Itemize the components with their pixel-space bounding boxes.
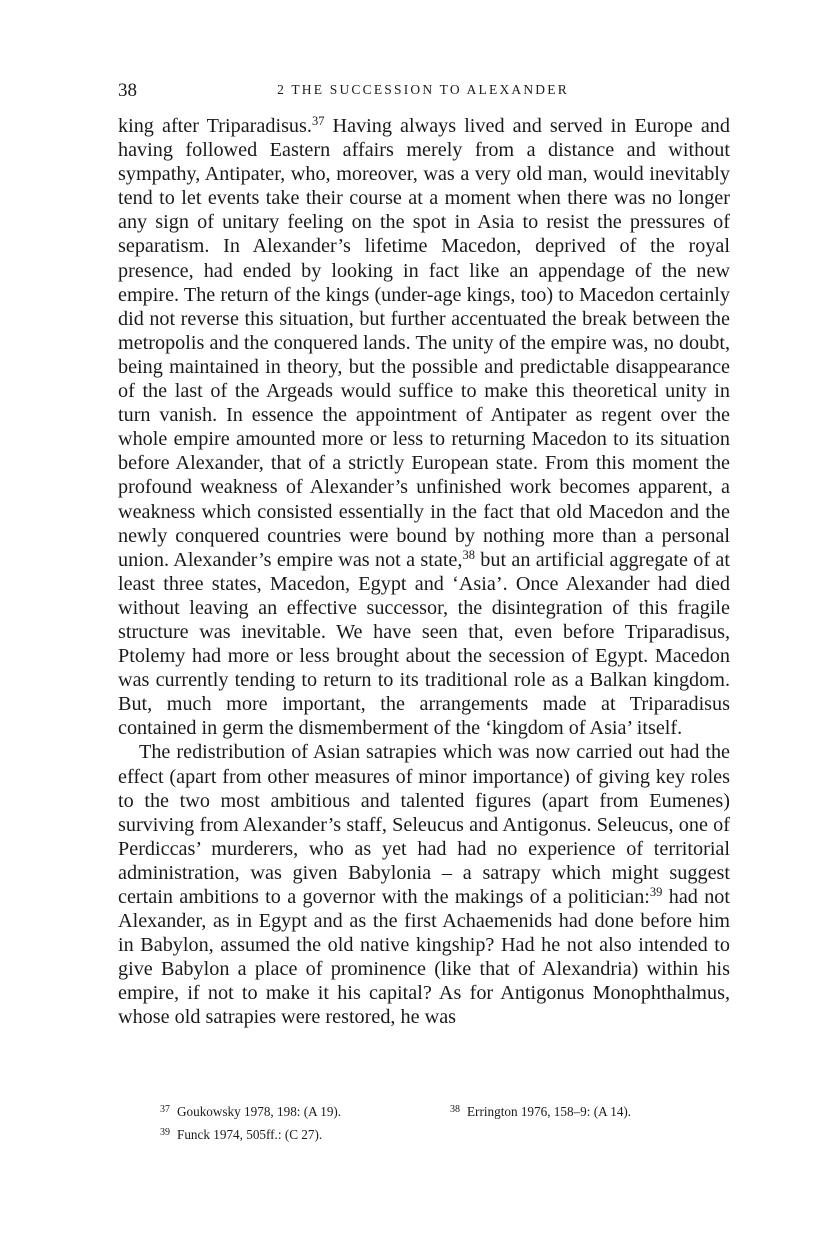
- footnote-marker-39[interactable]: 39: [649, 885, 663, 899]
- footnote-marker-37[interactable]: 37: [311, 114, 325, 128]
- footnote-text: Funck 1974, 505ff.: (C 27).: [177, 1127, 323, 1142]
- footnote-number: 38: [450, 1104, 460, 1115]
- footnote-38: [450, 1102, 631, 1122]
- running-head: [118, 80, 728, 102]
- text-segment: king after Triparadisus.: [118, 115, 312, 137]
- footnote-number: 37: [160, 1104, 170, 1115]
- footnote-39: [160, 1125, 322, 1145]
- footnote-number: 39: [160, 1127, 170, 1138]
- text-segment: Having always lived and served in Europe and having followed Eastern affairs merely from a distance and without sympathy, Antipater, who, moreover, was a very old man, would inevitably tend to let events take their course at a moment when there was no longer any sign of unitary feeling on the spot in Asia to resist the pressures of separatism. In Alexander’s lifetime Macedon, deprived of the royal presence, had ended by looking in fact like an appendage of the new empire. The return of the kings (under-age kings, too) to Macedon certainly did not reverse this situation, but further accentuated the break between the metropolis and the conquered lands. The unity of the empire was, no doubt, being maintained in theory, but the possible and predictable disappearance of the last of the Argeads would suffice to make this theoretical unity in turn vanish. In essence the appointment of Antipater as regent over the whole empire amounted more or less to returning Macedon to its situation before Alexander, that of a strictly European state. From this moment the profound weakness of Alexander’s unfinished work becomes apparent, a weakness which consisted essentially in the fact that old Macedon and the newly conquered countries were bound by nothing more than a personal union. Alexander’s empire was not a state,: [118, 115, 730, 571]
- footnote-text: Goukowsky 1978, 198: (A 19).: [177, 1104, 342, 1119]
- page-number: 38: [118, 80, 137, 101]
- footnote-marker-38[interactable]: 38: [462, 547, 475, 562]
- paragraph-1: [118, 114, 730, 740]
- text-segment: had not Alexander, as in Egypt and as the first Achaemenids had done before him in Babylon, assumed the old native kingship? Had he not also intended to give Babylon a place of prominence (like that of Alexandria) within his empire, if not to make it his capital? As for Antigonus Monophthalmus, whose old satrapies were restored, he was: [118, 886, 730, 1029]
- section-title: 2 THE SUCCESSION TO ALEXANDER: [277, 82, 569, 97]
- footnote-text: Errington 1976, 158–9: (A 14).: [467, 1104, 632, 1119]
- text-segment: The redistribution of Asian satrapies which was now carried out had the effect (apart from other measures of minor importance) of giving key roles to the two most ambitious and talented figures (apart from Eumenes) surviving from Alexander’s staff, Seleucus and Antigonus. Seleucus, one of Perdiccas’ murderers, who as yet had had no experience of territorial administration, was given Babylonia – a satrapy which might suggest certain ambitions to a governor with the makings of a politician:: [118, 741, 730, 908]
- footnote-37: [160, 1102, 341, 1122]
- body-text: [118, 114, 730, 1030]
- paragraph-2: [118, 740, 730, 1029]
- text-segment: but an artificial aggregate of at least three states, Macedon, Egypt and ‘Asia’. Once Alexander had died without leaving an effective successor, the disintegration of this fragile structure was inevitable. We have seen that, even before Triparadisus, Ptolemy had more or less brought about the secession of Egypt. Macedon was currently tending to return to its traditional role as a Balkan kingdom. But, much more important, the arrangements made at Triparadisus contained in germ the dismemberment of the ‘kingdom of Asia’ itself.: [118, 548, 730, 740]
